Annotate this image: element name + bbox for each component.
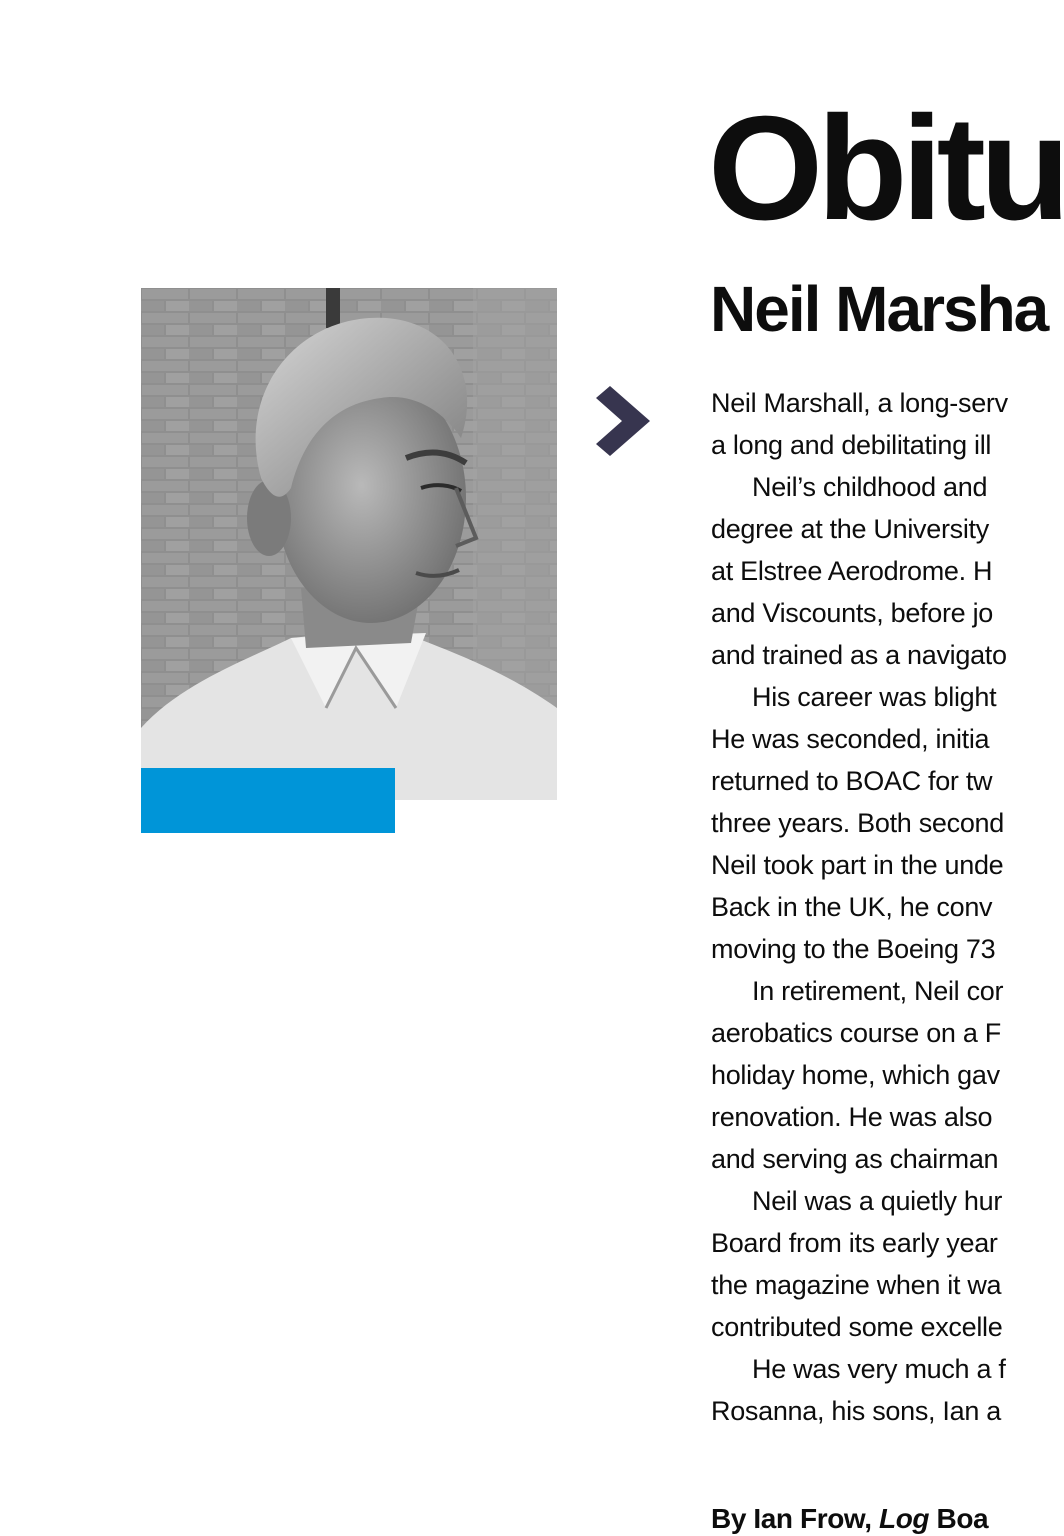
page-title: Obitu <box>708 86 1064 251</box>
body-line: and Viscounts, before jo <box>711 598 993 628</box>
body-line: three years. Both second <box>711 808 1004 838</box>
body-line: Back in the UK, he conv <box>711 892 993 922</box>
body-line: In retirement, Neil cor <box>752 976 1004 1006</box>
body-line: He was very much a f <box>752 1354 1006 1384</box>
obituary-name: Neil Marsha <box>710 273 1048 345</box>
byline <box>711 1502 1024 1536</box>
accent-bar <box>141 768 395 833</box>
body-line: holiday home, which gav <box>711 1060 1000 1090</box>
body-line: a long and debilitating ill <box>711 430 992 460</box>
body-line: aerobatics course on a F <box>711 1018 1001 1048</box>
body-line: and trained as a navigato <box>711 640 1007 670</box>
body-line: Neil was a quietly hur <box>752 1186 1003 1216</box>
body-line: His career was blight <box>752 682 997 712</box>
body-line: Rosanna, his sons, Ian a <box>711 1396 1001 1426</box>
chevron-right-icon <box>594 384 650 458</box>
body-line: Neil Marshall, a long-serv <box>711 388 1008 418</box>
body-line: returned to BOAC for tw <box>711 766 993 796</box>
body-line: and serving as chairman <box>711 1144 999 1174</box>
body-line: Neil’s childhood and <box>752 472 988 502</box>
byline-suffix: Boa <box>929 1503 989 1534</box>
body-line: renovation. He was also <box>711 1102 993 1132</box>
body-line: the magazine when it wa <box>711 1270 1002 1300</box>
body-line: moving to the Boeing 73 <box>711 934 996 964</box>
portrait-photo <box>141 288 557 800</box>
body-line: Board from its early year <box>711 1228 998 1258</box>
body-line: at Elstree Aerodrome. H <box>711 556 993 586</box>
body-line: degree at the University <box>711 514 989 544</box>
byline-prefix: By Ian Frow, <box>711 1503 880 1534</box>
body-line: He was seconded, initia <box>711 724 990 754</box>
body-line: contributed some excelle <box>711 1312 1003 1342</box>
article-body <box>711 382 1024 1432</box>
byline-italic: Log <box>879 1503 930 1534</box>
body-line: Neil took part in the unde <box>711 850 1004 880</box>
